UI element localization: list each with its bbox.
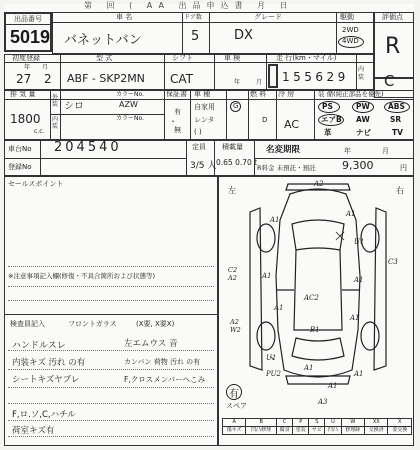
- equip-navi: ナビ: [356, 128, 371, 137]
- recycle-amount: 9,300: [342, 159, 374, 172]
- car-name-label: 車 名: [116, 13, 133, 21]
- equip-aw: AW: [356, 115, 370, 124]
- legend-code: C: [277, 419, 293, 427]
- damage-mark: A2: [314, 180, 324, 188]
- first-reg-year-label: 年: [24, 64, 31, 71]
- legend-meaning: 塗装: [293, 427, 309, 435]
- usage-label: 車 種: [194, 90, 211, 98]
- damage-mark: A2 W2: [230, 318, 241, 334]
- damage-mark: A1: [354, 370, 364, 378]
- name-expiry-year: 年: [344, 147, 351, 155]
- usage-rental: レンタ: [194, 116, 215, 124]
- color-value: シロ: [64, 101, 84, 112]
- equipment-label: 装 備(純正部品を優先): [318, 90, 384, 98]
- damage-mark: AC2: [304, 294, 319, 302]
- damage-mark: A1: [354, 276, 364, 284]
- damage-mark: C2 A2: [228, 266, 238, 282]
- model-value: ABF - SKP2MN: [67, 72, 145, 85]
- doors-label: ドア数: [184, 14, 202, 21]
- damage-mark: PU2: [266, 370, 281, 378]
- displacement-label: 排 気 量: [10, 90, 36, 98]
- shift-label: シフト: [172, 54, 193, 62]
- inspector-note: F,ロ.ソ,C,ハチル: [12, 410, 76, 420]
- damage-mark: A1: [304, 364, 314, 372]
- notes-label: ※注意事項記入欄(修復・不具合箇所および状態等): [8, 272, 156, 280]
- capacity-label: 定員: [192, 143, 206, 151]
- diagram-left-label: 左: [228, 186, 236, 195]
- legend-meaning: 修理跡: [341, 427, 364, 435]
- damage-mark: A1: [270, 216, 280, 224]
- inspection-year-label: 年: [234, 79, 241, 86]
- color-no2-label: カラーNo.: [116, 115, 144, 122]
- drive-4wd: 4WD: [342, 37, 359, 45]
- legend-meaning: 要交換: [388, 427, 412, 435]
- legend-code: X: [388, 419, 412, 427]
- inspector-note: カンバン 荷物 汚れ の有: [124, 358, 201, 366]
- spare-mark: 有: [229, 389, 239, 400]
- inspector-note: 荷室キズ有: [12, 426, 55, 436]
- inspector-note: 左エムウス 音: [124, 339, 178, 349]
- color-no: AZW: [119, 100, 138, 109]
- inspection-label: 車 検: [224, 54, 241, 62]
- vin-label: 車台No: [8, 145, 32, 153]
- inspector-note: ハンドルスレ: [12, 341, 66, 351]
- interior-grade: C: [384, 72, 395, 90]
- warranty-label: 保証書: [166, 90, 187, 98]
- inspector-note: シートキズヤブレ: [12, 375, 80, 385]
- drive-2wd: 2WD: [342, 26, 359, 34]
- first-reg-year: 27: [16, 72, 32, 86]
- color-interior-label: 内装: [52, 116, 59, 130]
- legend-meaning: 凹凸: [325, 427, 341, 435]
- damage-mark: A1: [350, 314, 360, 322]
- usage-code: G: [233, 102, 239, 110]
- inspector-label: 検査員記入: [10, 320, 45, 328]
- ac-value: AC: [284, 118, 300, 131]
- legend-code: U: [325, 419, 341, 427]
- damage-mark: A1: [328, 382, 338, 390]
- equip-airbag: エアB: [321, 115, 342, 124]
- reg-no-label: 登録No: [8, 163, 32, 171]
- sheet-title: 第 回 ( AA 出品申込書 月 日: [84, 1, 294, 10]
- damage-mark: A1: [262, 272, 272, 280]
- legend-meaning: サビ: [309, 427, 325, 435]
- ac-label: 冷 房: [278, 90, 295, 98]
- score-label: 評価点: [382, 13, 403, 21]
- color-no-label: カラーNo.: [116, 91, 144, 98]
- windshield-label: フロントガラス: [68, 320, 117, 328]
- lot-number: 5019: [10, 27, 51, 47]
- fuel-label: 燃 料: [250, 90, 267, 98]
- diagram-right-label: 右: [396, 186, 404, 195]
- cc-unit: c.c.: [34, 128, 45, 135]
- left-sections: [4, 176, 218, 446]
- equip-leather: 革: [324, 128, 332, 137]
- shift-value: CAT: [170, 72, 193, 86]
- name-expiry-label: 名変期限: [266, 145, 301, 155]
- legend-meaning: 交換済: [365, 427, 388, 435]
- model-label: 型 式: [96, 54, 113, 62]
- recycle-label: R料金 未預託・預託: [257, 164, 316, 172]
- windshield-marks: (X要, X要X): [136, 320, 175, 328]
- car-name: バネットバン: [64, 33, 142, 48]
- usage-other: ( ): [194, 128, 202, 136]
- usage-private: 自家用: [194, 103, 215, 111]
- legend-meaning: 凹凸修理: [246, 427, 277, 435]
- spare-label: スペア: [226, 402, 247, 410]
- legend-meaning: 傷キズ: [223, 427, 246, 435]
- name-expiry-month: 月: [382, 147, 389, 155]
- damage-mark: B1: [310, 326, 320, 334]
- warranty-yes: 有: [174, 108, 181, 116]
- equip-tv: TV: [392, 128, 403, 137]
- damage-mark: U1: [266, 354, 277, 362]
- damage-mark: U1: [354, 238, 365, 246]
- damage-mark: A1: [274, 304, 284, 312]
- load-label: 積載量: [222, 143, 243, 151]
- grade-value: DX: [234, 28, 253, 43]
- auction-sheet: 第 回 ( AA 出品申込書 月 日 出品番号 5019 車 名 バネットバン ドア数 5 グレード DX 駆動 2WD 4WD 評価点 R 初度登録 年 月 27 2 型 式 ABF - SKP2MN シフト CAT 車 検 年 月 走 行(km・マイル) 155629 内装 C 排 気 量 1800 c.c. 外装 内装 シロ カラーNo. AZW カラーNo. 保証書 有 ・ 無 車 種 自家用 レンタ ( ) G 燃 料 D 冷 房 AC 装 備(純正部品を優先) PS PW ABS エアB AW SR 革 ナビ TV 車台No 204540 登録No 定員 3/5 人 積載量 0.65 0.70 t 名変期限 年 月 R料金 未預託・預託 9,300 円 セールスポイント ※注意事項記入欄(修復・不具合箇所および状態等) 検査員記入 フロントガラス (X要, X要X) ハンドルスレ 左エムウス 音 内装キズ 汚れ の有 カンバン 荷物 汚れ の有 シートキズヤブレ F,クロスメンバーへこみ F,ロ.ソ,C,ハチル 荷室キズ有 左 右 A2 A1 A1 U1 A1 A1 C2 A2 C3 AC2 A1 B1 A2 W2 A1 U1 PU2 A1 A1 A1 A3 有 スペア A B C P S U W XX X 傷キズ 凹凸修理 腐食 塗装 サビ 凹凸 修理跡 交換済 要交換: [4, 4, 414, 446]
- grade-label: グレード: [254, 13, 282, 21]
- first-reg-label: 初度登録: [12, 54, 40, 62]
- legend-code: P: [293, 419, 309, 427]
- mileage-lead-box: [268, 64, 278, 88]
- doors-value: 5: [191, 29, 200, 44]
- drive-label: 駆動: [340, 13, 354, 21]
- displacement-value: 1800: [10, 112, 41, 126]
- equip-abs: ABS: [388, 102, 405, 111]
- color-exterior-label: 外装: [52, 94, 59, 108]
- sales-point-label: セールスポイント: [8, 180, 64, 188]
- damage-mark: A3: [318, 398, 328, 406]
- legend-code: XX: [365, 419, 388, 427]
- damage-mark: A1: [346, 210, 356, 218]
- vin-value: 204540: [54, 140, 122, 155]
- first-reg-month-label: 月: [42, 64, 49, 71]
- legend-code: W: [341, 419, 364, 427]
- first-reg-month: 2: [44, 72, 52, 86]
- equip-sr: SR: [390, 115, 402, 124]
- fuel-d: D: [262, 116, 268, 124]
- legend-meaning: 腐食: [277, 427, 293, 435]
- warranty-no: 無: [174, 126, 181, 134]
- legend-code: S: [309, 419, 325, 427]
- mileage-label: 走 行(km・マイル): [276, 54, 337, 62]
- equip-ps: PS: [322, 102, 333, 111]
- mileage-value: 155629: [282, 70, 349, 84]
- inspector-note: F,クロスメンバーへこみ: [124, 375, 206, 384]
- yen-unit: 円: [400, 164, 407, 172]
- lot-number-label: 出品番号: [14, 15, 42, 23]
- equip-pw: PW: [356, 102, 370, 111]
- load-value: 0.65 0.70 t: [216, 158, 258, 167]
- legend-code: A: [223, 419, 246, 427]
- inspection-month-label: 月: [256, 79, 263, 86]
- damage-mark: C3: [388, 258, 398, 266]
- interior-grade-label: 内装: [358, 66, 365, 81]
- lot-number-box: [4, 12, 52, 52]
- inspector-note: 内装キズ 汚れ の有: [12, 358, 86, 368]
- damage-legend: [222, 418, 412, 435]
- capacity-value: 3/5 人: [190, 161, 217, 171]
- car-outline-icon: [240, 180, 396, 394]
- score-value: R: [385, 34, 401, 59]
- legend-code: B: [246, 419, 277, 427]
